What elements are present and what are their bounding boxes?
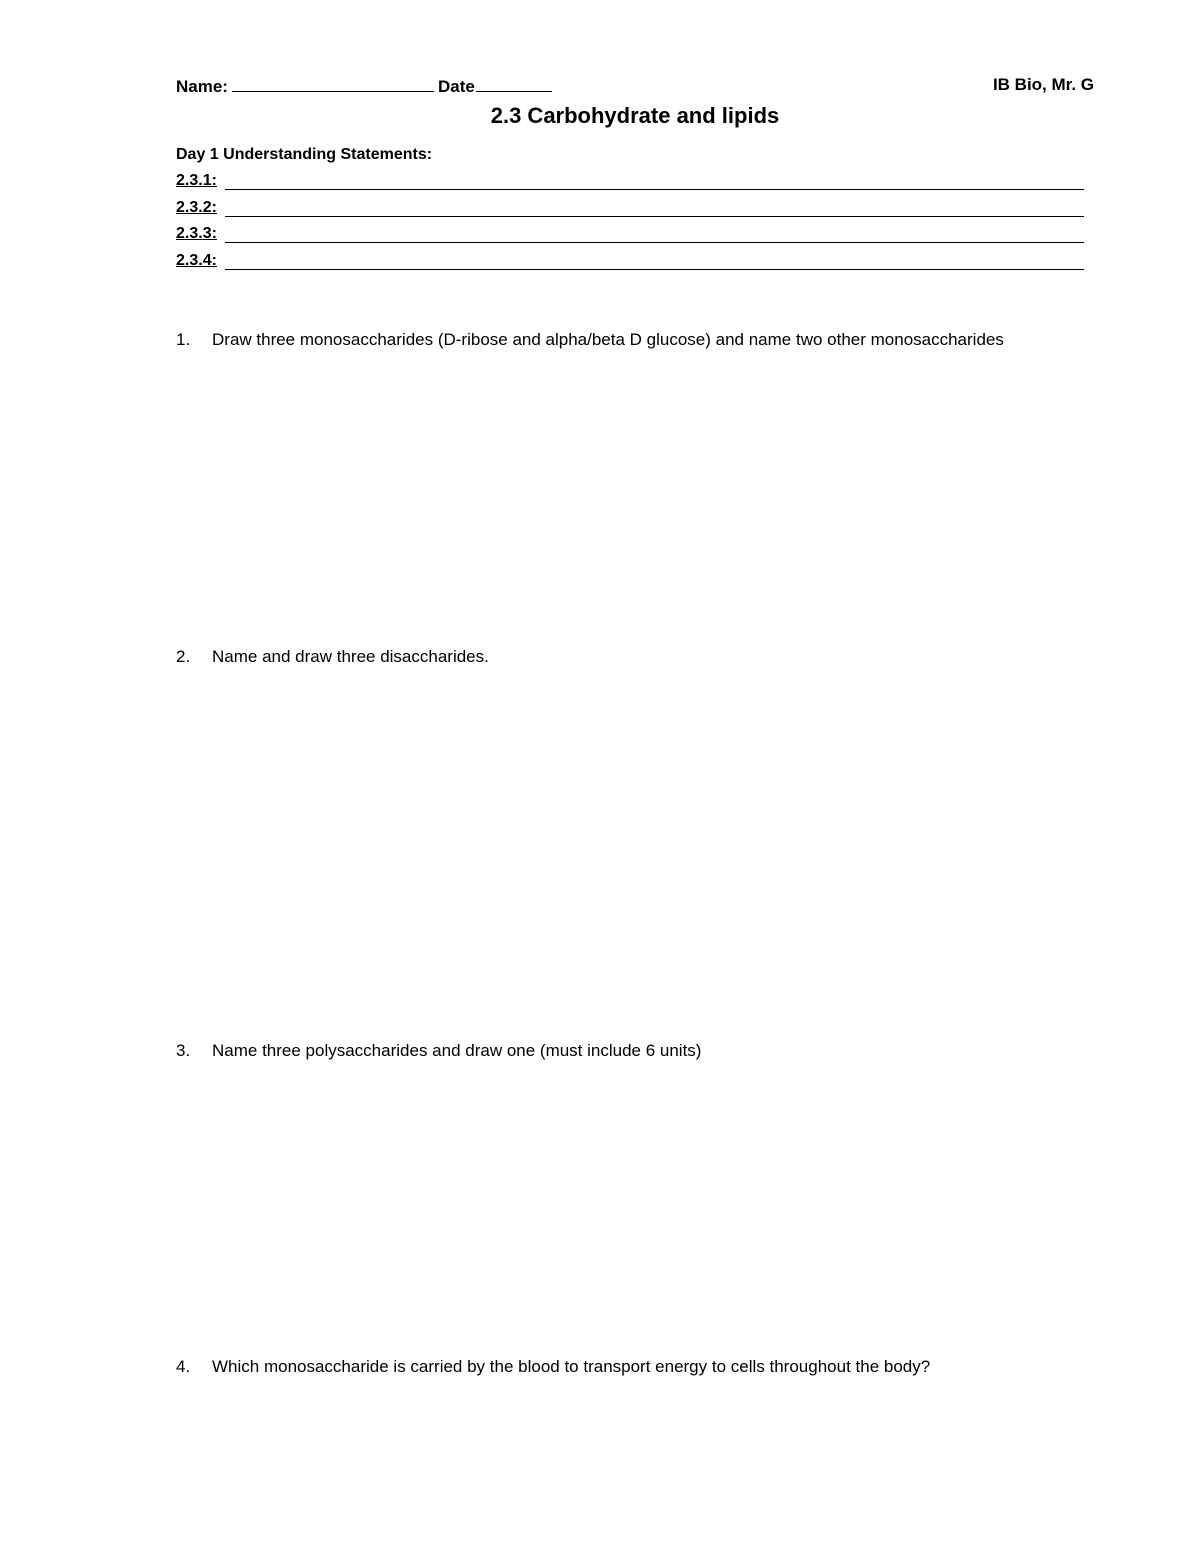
statement-row <box>176 193 1084 219</box>
question-number: 4. <box>176 1357 191 1376</box>
statement-answer-line[interactable] <box>225 215 1084 217</box>
statement-label: 2.3.4: <box>176 252 217 269</box>
question-number: 3. <box>176 1041 191 1060</box>
name-label: Name: <box>176 77 228 96</box>
understanding-heading: Day 1 Understanding Statements: <box>176 146 433 163</box>
name-blank[interactable] <box>232 74 434 92</box>
statement-row <box>176 166 1084 192</box>
header-name-date <box>176 74 552 98</box>
question-text: Name and draw three disaccharides. <box>212 647 489 666</box>
statement-label: 2.3.3: <box>176 225 217 242</box>
statement-answer-line[interactable] <box>225 268 1084 270</box>
statement-row <box>176 219 1084 245</box>
statement-label: 2.3.1: <box>176 172 217 189</box>
date-label: Date <box>437 77 475 96</box>
question-number: 2. <box>176 647 191 666</box>
statement-label: 2.3.2: <box>176 199 217 216</box>
question-text: Name three polysaccharides and draw one (must include 6 units) <box>212 1041 702 1060</box>
statement-answer-line[interactable] <box>225 188 1084 190</box>
question-text: Draw three monosaccharides (D-ribose and alpha/beta D glucose) and name two other monosaccharides <box>212 330 1004 349</box>
course-label: IB Bio, Mr. G <box>992 75 1094 94</box>
page-title: 2.3 Carbohydrate and lipids <box>490 103 780 128</box>
statement-row <box>176 246 1084 272</box>
date-blank[interactable] <box>476 74 552 92</box>
question-number: 1. <box>176 330 191 349</box>
question-text: Which monosaccharide is carried by the blood to transport energy to cells throughout the body? <box>212 1357 931 1376</box>
statement-answer-line[interactable] <box>225 241 1084 243</box>
